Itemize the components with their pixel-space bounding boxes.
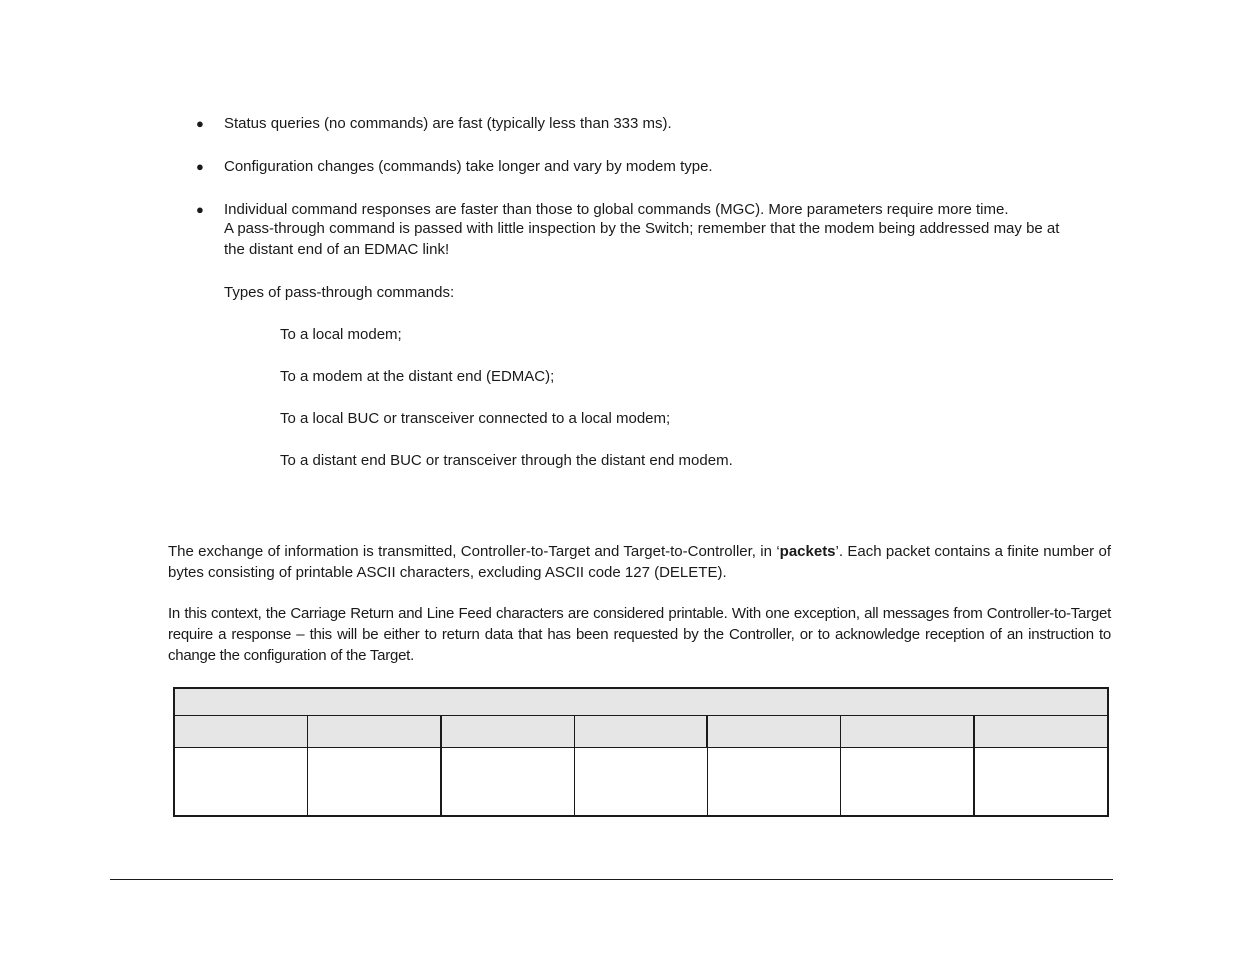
table-header-cell [841,716,975,747]
pass-through-type-item: To a modem at the distant end (EDMAC); [280,368,555,385]
table-header-cell [575,716,709,747]
packets-paragraph [168,541,1111,583]
bullet-marker: ● [196,202,204,217]
packets-text-after: ’. Each packet contains a finite number of bytes consisting of printable ASCII characters, excluding ASCII code 127 (DELETE). [168,543,1111,581]
context-paragraph: In this context, the Carriage Return and Line Feed characters are considered printable. With one exception, all messages from Controller-to-Target require a response – this will be either to return data that has been requested by the Controller, or to acknowledge reception of an instruction to change the configuration of the Target. [168,605,1111,664]
pass-through-type-item: To a local BUC or transceiver connected to a local modem; [280,410,671,427]
table-header-cell [308,716,442,747]
packet-table [173,687,1109,817]
bullet-marker: ● [196,159,204,174]
table-title-row [175,689,1107,716]
table-header-cell [975,716,1107,747]
footer-divider [110,879,1113,880]
pass-through-line: A pass-through command is passed with little inspection by the Switch; remember that the modem being addressed may be at [224,220,1060,237]
packets-text-before: The exchange of information is transmitted, Controller-to-Target and Target-to-Controller, in ‘ [168,543,780,560]
table-cell [708,748,841,815]
table-header-row [175,716,1107,748]
table-cell [442,748,575,815]
bullet-item: Configuration changes (commands) take longer and vary by modem type. [224,158,713,175]
pass-through-type-item: To a local modem; [280,326,402,343]
table-cell [575,748,708,815]
bullet-item: Status queries (no commands) are fast (typically less than 333 ms). [224,115,672,132]
table-header-cell [175,716,308,747]
pass-through-line: the distant end of an EDMAC link! [224,241,450,258]
packets-bold-term: packets [779,543,836,560]
table-row [175,748,1107,815]
table-cell [308,748,442,815]
pass-through-type-item: To a distant end BUC or transceiver through the distant end modem. [280,452,733,469]
pass-through-types-heading: Types of pass-through commands: [224,284,455,301]
table-header-cell [442,716,575,747]
table-header-cell [708,716,841,747]
table-cell [175,748,308,815]
table-cell [975,748,1107,815]
table-cell [841,748,975,815]
bullet-marker: ● [196,116,204,131]
bullet-item: Individual command responses are faster than those to global commands (MGC). More parameters require more time. [224,201,1009,218]
